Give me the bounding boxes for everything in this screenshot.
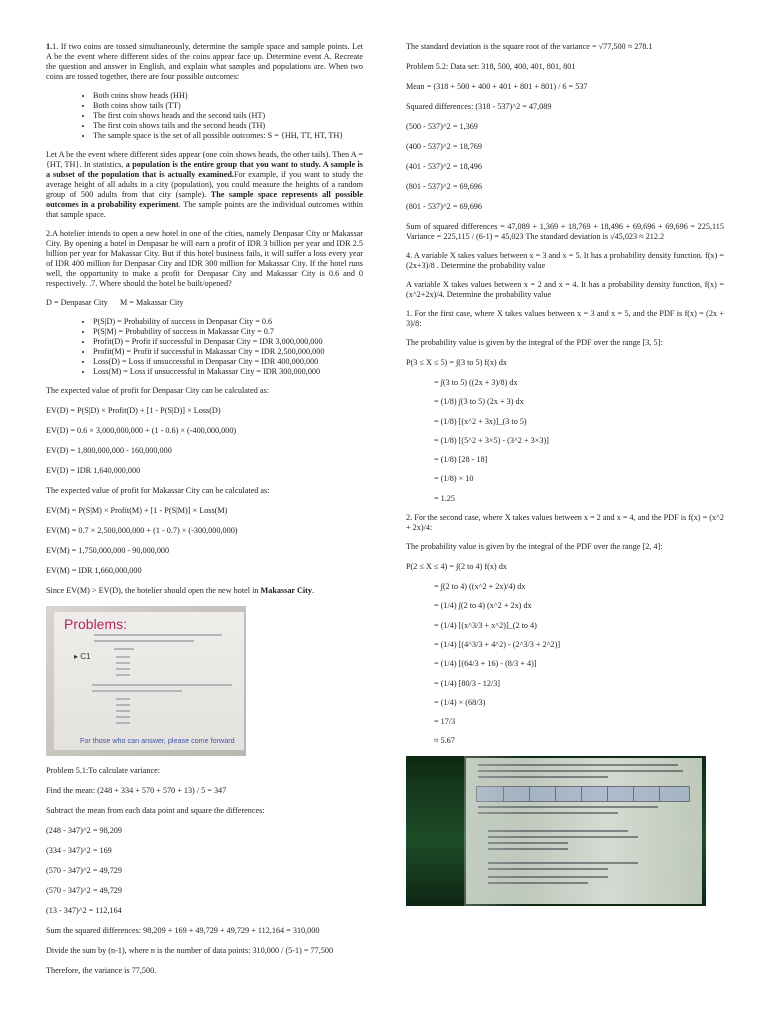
equation-line: Divide the sum by (n-1), where n is the number of data points: 310,000 / (5-1) = 77,500 xyxy=(46,946,334,955)
equation-line: (13 - 347)^2 = 112,164 xyxy=(46,906,122,915)
list-item: • The first coin shows tails and the second heads (TH) xyxy=(93,121,363,131)
outcomes-list xyxy=(46,91,363,141)
equation-line: EV(D) = 0.6 × 3,000,000,000 + (1 - 0.6) × (-400,000,000) xyxy=(46,426,237,435)
slide-text-line xyxy=(116,710,130,712)
slide-text-line xyxy=(92,690,182,692)
equation-line: EV(D) = 1,800,000,000 - 160,000,000 xyxy=(46,446,172,455)
problem-1-body: 1. If two coins are tossed simultaneously, determine the sample space and sample points. Let A be the event where different sides of the coins appear face up. Determine event A. Recreate the question and answer in English, and explain what samples and populations are. When two coins are tossed together, there are four possible outcomes: xyxy=(46,42,363,81)
list-item: • Loss(D) = Loss if unsuccessful in Denpasar City = IDR 400,000,000 xyxy=(93,357,363,367)
equation-line: EV(M) = P(S|M) × Profit(M) + [1 - P(S|M)] × Loss(M) xyxy=(46,506,228,515)
equation-line: Subtract the mean from each data point and square the differences: xyxy=(46,806,265,815)
case-1-intro: The probability value is given by the integral of the PDF over the range [3, 5]: xyxy=(406,338,663,347)
list-item: • Profit(D) = Profit if successful in Denpasar City = IDR 3,000,000,000 xyxy=(93,337,363,347)
equation-line: Mean = (318 + 500 + 400 + 401 + 801 + 801) / 6 = 537 xyxy=(406,82,588,91)
ev-d-intro: The expected value of profit for Denpasar City can be calculated as: xyxy=(46,386,270,395)
equation-line: Problem 5.2: Data set: 318, 500, 400, 401, 801, 801 xyxy=(406,62,576,71)
list-item: • Both coins show tails (TT) xyxy=(93,101,363,111)
slide-text-line xyxy=(114,648,134,650)
sum-variance-paragraph: Sum of squared differences = 47,089 + 1,369 + 18,769 + 18,496 + 69,696 + 69,696 = 225,115 Variance = 225,115 / (6-1) = 45,023 The standard deviation is √45,023 ≈ 212.2 xyxy=(406,222,724,241)
equation-step: = (1/4) [80/3 - 12/3] xyxy=(434,678,501,688)
left-column xyxy=(46,42,363,986)
std-dev-line: The standard deviation is the square root of the variance = √77,500 ≈ 278.1 xyxy=(406,42,653,51)
equation-line: EV(D) = P(S|D) × Profit(D) + [1 - P(S|D)] × Loss(D) xyxy=(46,406,221,415)
equation-step: = (1/8) [(x^2 + 3x)]_(3 to 5) xyxy=(434,416,527,426)
equation-line: Sum the squared differences: 98,209 + 169 + 49,729 + 49,729 + 112,164 = 310,000 xyxy=(46,926,320,935)
conclusion xyxy=(46,586,363,596)
equation-line: EV(M) = IDR 1,660,000,000 xyxy=(46,566,142,575)
photo-glare xyxy=(464,756,524,906)
slide-title: Problems: xyxy=(64,616,128,632)
slide-text-line xyxy=(116,698,130,700)
equation-line: EV(M) = 0.7 × 2,500,000,000 + (1 - 0.7) × (-300,000,000) xyxy=(46,526,238,535)
variables-list xyxy=(46,317,363,377)
list-item: • P(S|D) = Probability of success in Denpasar City = 0.6 xyxy=(93,317,363,327)
case-2-intro: The probability value is given by the integral of the PDF over the range [2, 4]: xyxy=(406,542,663,552)
list-item: • Both coins show heads (HH) xyxy=(93,91,363,101)
slide-text-line xyxy=(116,716,130,718)
slide-cursor-label: ▸ C1 xyxy=(74,652,91,661)
equation-line: (801 - 537)^2 = 69,696 xyxy=(406,202,482,211)
problem-4b-text: A variable X takes values between x = 2 and x = 4. It has a probability density function, f(x) = (x^2+2x)/4. Determine the probability value xyxy=(406,280,724,299)
paragraph-text: For example, if you want to study the average height of all adults in a city (population), you could measure the heights of a random group of 500 adults from that city (sample). xyxy=(46,170,364,199)
conclusion-city: Makassar City xyxy=(260,586,312,595)
slide-text-line xyxy=(94,634,222,636)
equation-step: = ∫(2 to 4) ((x^2 + 2x)/4) dx xyxy=(434,582,526,592)
equation-line: (570 - 347)^2 = 49,729 xyxy=(46,866,122,875)
equation-step: = (1/4) × (68/3) xyxy=(434,697,486,707)
equation-step: = (1/8) ∫(3 to 5) (2x + 3) dx xyxy=(434,397,524,407)
equation-line: (248 - 347)^2 = 98,209 xyxy=(46,826,122,835)
conclusion-end: . xyxy=(311,586,315,595)
bold-text: a population is the entire group that you want to study. A sample is a subset of the population that is actually examined. xyxy=(46,160,363,179)
problem-4-text: 4. A variable X takes values between x = 3 and x = 5. It has a probability density function. f(x) = (2x+3)/8 . Determine the probability value xyxy=(406,251,724,270)
conclusion-text: Since EV(M) > EV(D), the hotelier should open the new hotel in xyxy=(46,586,261,595)
slide-text-line xyxy=(92,684,232,686)
case-1-text: 1. For the first case, where X takes values between x = 3 and x = 5, and the PDF is f(x) = (2x + 3)/8: xyxy=(406,309,724,328)
indonesian-problem-photo xyxy=(406,756,706,906)
equation-step: = (1/8) [(5^2 + 3×5) - (3^2 + 3×3)] xyxy=(434,435,549,445)
equation-step: ≈ 5.67 xyxy=(434,736,455,746)
equation-line: (334 - 347)^2 = 169 xyxy=(46,846,112,855)
slide-text-line xyxy=(116,668,130,670)
equation-line: (400 - 537)^2 = 18,769 xyxy=(406,142,482,151)
slide-text-line xyxy=(94,640,194,642)
equation-step: = (1/4) [(64/3 + 16) - (8/3 + 4)] xyxy=(434,659,537,669)
equation-line: Therefore, the variance is 77,500. xyxy=(46,966,157,975)
equation-line: (500 - 537)^2 = 1,369 xyxy=(406,122,478,131)
slide-text-line xyxy=(116,722,130,724)
paragraph-text: Let A be the event where different sides appear (one coin shows heads, the other tails). Then A = {HT, TH}. In statistics, xyxy=(46,150,363,169)
problems-slide-photo xyxy=(46,606,246,756)
paragraph-text: . The sample points are the individual outcomes within that sample space. xyxy=(46,200,363,219)
slide-text-line xyxy=(116,662,130,664)
equation-line: P(2 ≤ X ≤ 4) = ∫(2 to 4) f(x) dx xyxy=(406,562,507,572)
equation-line: EV(M) = 1,750,000,000 - 90,000,000 xyxy=(46,546,170,555)
equation-line: (570 - 347)^2 = 49,729 xyxy=(46,886,122,895)
list-item: • P(S|M) = Probability of success in Makassar City = 0.7 xyxy=(93,327,363,337)
equation-step: = (1/8) × 10 xyxy=(434,474,474,484)
problem-2-text: 2.A hotelier intends to open a new hotel in one of the cities, namely Denpasar City or Makassar City. By opening a hotel in Denpasar he will earn a profit of IDR 3 billion per year and IDR 2.5 billion per year for Makassar City. But if this hotel business fails, it will suffer a loss every year of IDR 400 million for Denpasar City and IDR 300 million for Makassar City. If the hotel runs well, the opportunity to make a profit for Denpasar City and Makassar City is 0.6 and 0 respectively. .7. Where should the hotel be built/opened? xyxy=(46,229,363,288)
list-item: • The first coin shows heads and the second tails (HT) xyxy=(93,111,363,121)
equation-line: EV(D) = IDR 1,640,000,000 xyxy=(46,466,141,475)
list-item: • The sample space is the set of all possible outcomes: S = {HH, TT, HT, TH} xyxy=(93,131,363,141)
list-item: • Loss(M) = Loss if unsuccessful in Makassar City = IDR 300,000,000 xyxy=(93,367,363,377)
equation-line: Squared differences: (318 - 537)^2 = 47,089 xyxy=(406,102,552,111)
equation-line: Find the mean: (248 + 334 + 570 + 570 + 13) / 5 = 347 xyxy=(46,786,227,795)
slide-text-line xyxy=(116,674,130,676)
equation-line: (801 - 537)^2 = 69,696 xyxy=(406,182,482,191)
sample-population-paragraph xyxy=(46,150,363,220)
equation-step: = (1/4) ∫(2 to 4) (x^2 + 2x) dx xyxy=(434,601,532,611)
slide-text-line xyxy=(116,704,130,706)
equation-step: = (1/4) [(x^3/3 + x^2)]_(2 to 4) xyxy=(434,620,537,630)
slide-screen xyxy=(54,612,244,750)
equation-step: = 17/3 xyxy=(434,717,456,727)
equation-line: P(3 ≤ X ≤ 5) = ∫(3 to 5) f(x) dx xyxy=(406,358,507,367)
equation-step: = (1/4) [(4^3/3 + 4^2) - (2^3/3 + 2^2)] xyxy=(434,639,561,649)
case-2-text: 2. For the second case, where X takes values between x = 2 and x = 4, and the PDF is f(x) = (x^2 + 2x)/4: xyxy=(406,513,724,533)
bold-text: The sample space represents all possible outcomes in a probability experiment xyxy=(46,190,364,209)
slide-text-line xyxy=(116,656,130,658)
right-column xyxy=(406,42,724,906)
equation-step: = 1.25 xyxy=(434,493,455,503)
equation-step: = (1/8) [28 - 18] xyxy=(434,455,488,465)
equation-line: (401 - 537)^2 = 18,496 xyxy=(406,162,482,171)
ev-m-intro: The expected value of profit for Makassar City can be calculated as: xyxy=(46,486,270,495)
list-item: • Profit(M) = Profit if successful in Makassar City = IDR 2,500,000,000 xyxy=(93,347,363,357)
problem-5-1-intro: Problem 5.1:To calculate variance: xyxy=(46,766,161,775)
problem-1-text: 1.1. If two coins are tossed simultaneously, determine the sample space and sample points. Let A be the event where different sides of the coins appear face up. Determine event A. Recreate the question and answer in English, and explain what samples and populations are. When two coins are tossed together, there are four possible outcomes: xyxy=(46,42,363,81)
slide-footer: For those who can answer, please come forward xyxy=(80,736,235,745)
city-definitions: D = Denpasar City M = Makassar City xyxy=(46,298,184,307)
equation-step: = ∫(3 to 5) ((2x + 3)/8) dx xyxy=(434,378,518,387)
